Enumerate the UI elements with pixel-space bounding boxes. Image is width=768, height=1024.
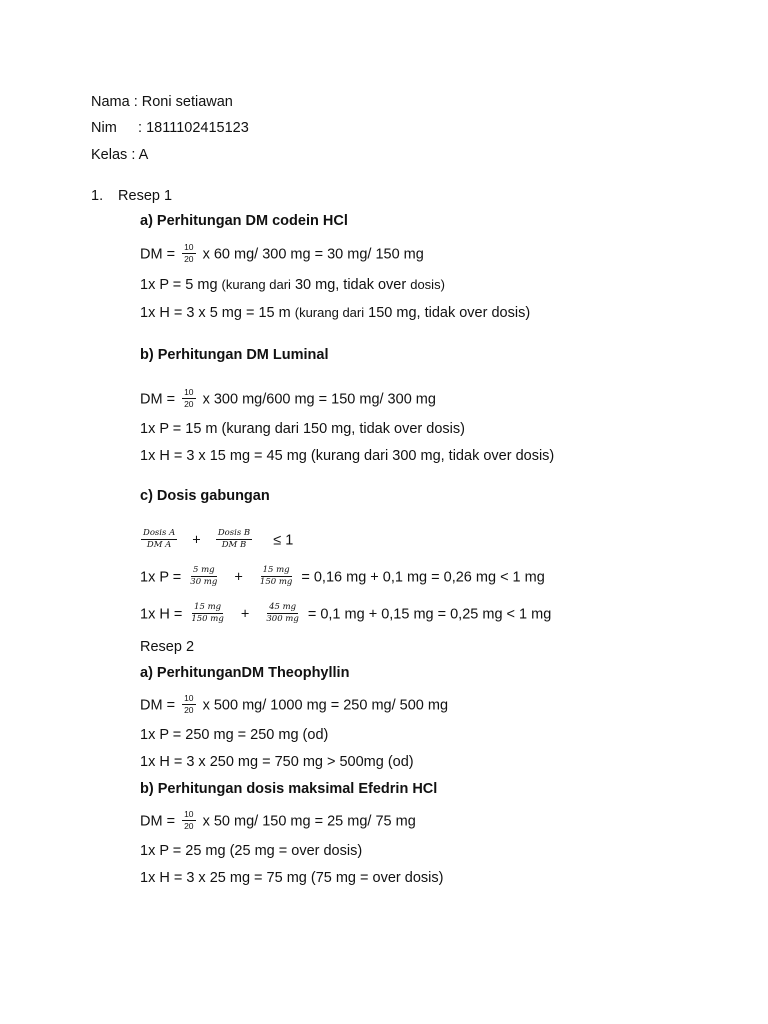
plus-sign: + bbox=[192, 532, 201, 549]
fraction bbox=[182, 243, 195, 264]
resep1-c-h-line bbox=[140, 604, 551, 625]
dm-prefix: DM = bbox=[140, 697, 176, 714]
fraction bbox=[141, 529, 177, 550]
resep1-a-heading: a) Perhitungan DM codein HCl bbox=[140, 213, 348, 229]
resep2-a-heading: a) PerhitunganDM Theophyllin bbox=[140, 665, 350, 681]
h-rest: = 0,1 mg + 0,15 mg = 0,25 mg < 1 mg bbox=[307, 606, 552, 623]
h-note-b: 150 mg, tidak over dosis) bbox=[368, 305, 531, 321]
resep1-a-h-line bbox=[140, 304, 530, 322]
resep1-c-heading: c) Dosis gabungan bbox=[140, 488, 270, 504]
fraction-numerator: 10 bbox=[184, 693, 194, 703]
fraction-denominator: 150 mg bbox=[259, 577, 293, 587]
fraction bbox=[182, 810, 195, 831]
resep1-b-p-line: 1x P = 15 m (kurang dari 150 mg, tidak over dosis) bbox=[140, 421, 465, 437]
dm-rest: x 500 mg/ 1000 mg = 250 mg/ 500 mg bbox=[202, 697, 449, 714]
fraction-denominator: 20 bbox=[184, 254, 194, 264]
p-note-c: dosis) bbox=[410, 277, 445, 292]
h-main: 1x H = 3 x 5 mg = 15 m bbox=[140, 305, 291, 321]
fraction-denominator: DM A bbox=[146, 540, 172, 550]
resep2-a-dm-line bbox=[140, 695, 448, 716]
plus-sign: + bbox=[240, 606, 250, 623]
dm-rest: x 50 mg/ 150 mg = 25 mg/ 75 mg bbox=[202, 813, 416, 830]
resep2-b-heading: b) Perhitungan dosis maksimal Efedrin HCl bbox=[140, 781, 438, 797]
p-note-a: (kurang dari bbox=[221, 277, 291, 292]
resep2-a-p-line: 1x P = 250 mg = 250 mg (od) bbox=[140, 727, 329, 743]
nama-line bbox=[91, 93, 233, 111]
leq-sign: ≤ 1 bbox=[273, 532, 294, 549]
dm-rest: x 60 mg/ 300 mg = 30 mg/ 150 mg bbox=[202, 246, 424, 263]
resep2-b-h-line: 1x H = 3 x 25 mg = 75 mg (75 mg = over dosis) bbox=[140, 870, 444, 886]
fraction-denominator: DM B bbox=[221, 540, 247, 550]
fraction-denominator: 30 mg bbox=[190, 577, 218, 587]
fraction-numerator: 10 bbox=[184, 809, 194, 819]
resep1-a-dm-line bbox=[140, 244, 424, 265]
fraction bbox=[189, 603, 225, 624]
p-rest: = 0,16 mg + 0,1 mg = 0,26 mg < 1 mg bbox=[301, 569, 545, 586]
kelas-value: : A bbox=[131, 147, 149, 163]
fraction-denominator: 20 bbox=[184, 705, 194, 715]
fraction-denominator: 20 bbox=[184, 821, 194, 831]
nim-line bbox=[91, 119, 249, 137]
dm-prefix: DM = bbox=[140, 246, 176, 263]
nama-label: Nama bbox=[91, 94, 130, 110]
fraction-numerator: 10 bbox=[184, 387, 194, 397]
nim-label: Nim bbox=[91, 120, 117, 136]
fraction-denominator: 150 mg bbox=[191, 614, 224, 624]
fraction bbox=[182, 388, 195, 409]
resep1-b-dm-line bbox=[140, 389, 436, 410]
dm-prefix: DM = bbox=[140, 813, 176, 830]
resep2-a-h-line: 1x H = 3 x 250 mg = 750 mg > 500mg (od) bbox=[140, 754, 414, 770]
nim-value: : 1811102415123 bbox=[138, 120, 249, 136]
kelas-label: Kelas bbox=[91, 147, 128, 163]
fraction-numerator: Dosis A bbox=[143, 528, 176, 538]
fraction-numerator: 45 mg bbox=[269, 602, 297, 612]
p-prefix: 1x P = bbox=[140, 569, 182, 586]
h-prefix: 1x H = bbox=[140, 606, 183, 623]
fraction bbox=[264, 603, 300, 624]
resep1-b-h-line: 1x H = 3 x 15 mg = 45 mg (kurang dari 300 mg, tidak over dosis) bbox=[140, 448, 555, 464]
fraction bbox=[182, 694, 195, 715]
fraction bbox=[188, 566, 219, 587]
resep2-b-p-line: 1x P = 25 mg (25 mg = over dosis) bbox=[140, 843, 363, 859]
fraction-numerator: 10 bbox=[184, 242, 194, 252]
resep1-c-formula-line bbox=[138, 530, 293, 551]
resep2-b-dm-line bbox=[140, 811, 416, 832]
resep1-a-p-line bbox=[140, 276, 445, 294]
fraction bbox=[258, 566, 294, 587]
dm-prefix: DM = bbox=[140, 391, 176, 408]
fraction-numerator: Dosis B bbox=[217, 528, 251, 538]
p-main: 1x P = 5 mg bbox=[140, 277, 218, 293]
fraction-numerator: 15 mg bbox=[194, 602, 222, 612]
list-number: 1. bbox=[91, 188, 104, 204]
resep1-b-heading: b) Perhitungan DM Luminal bbox=[140, 347, 329, 363]
p-note-b: 30 mg, tidak over bbox=[294, 277, 407, 293]
fraction-numerator: 5 mg bbox=[192, 565, 215, 575]
resep1-title: Resep 1 bbox=[118, 188, 173, 204]
kelas-line bbox=[91, 146, 148, 164]
plus-sign: + bbox=[234, 569, 243, 586]
fraction bbox=[216, 529, 252, 550]
fraction-denominator: 20 bbox=[184, 399, 194, 409]
fraction-numerator: 15 mg bbox=[262, 565, 290, 575]
resep1-c-p-line bbox=[140, 567, 545, 588]
resep2-title: Resep 2 bbox=[140, 639, 195, 655]
h-note-a: (kurang dari bbox=[294, 305, 365, 320]
fraction-denominator: 300 mg bbox=[266, 614, 299, 624]
nama-value: : Roni setiawan bbox=[133, 94, 233, 110]
dm-rest: x 300 mg/600 mg = 150 mg/ 300 mg bbox=[202, 391, 436, 408]
resep1-title-line bbox=[91, 187, 172, 205]
